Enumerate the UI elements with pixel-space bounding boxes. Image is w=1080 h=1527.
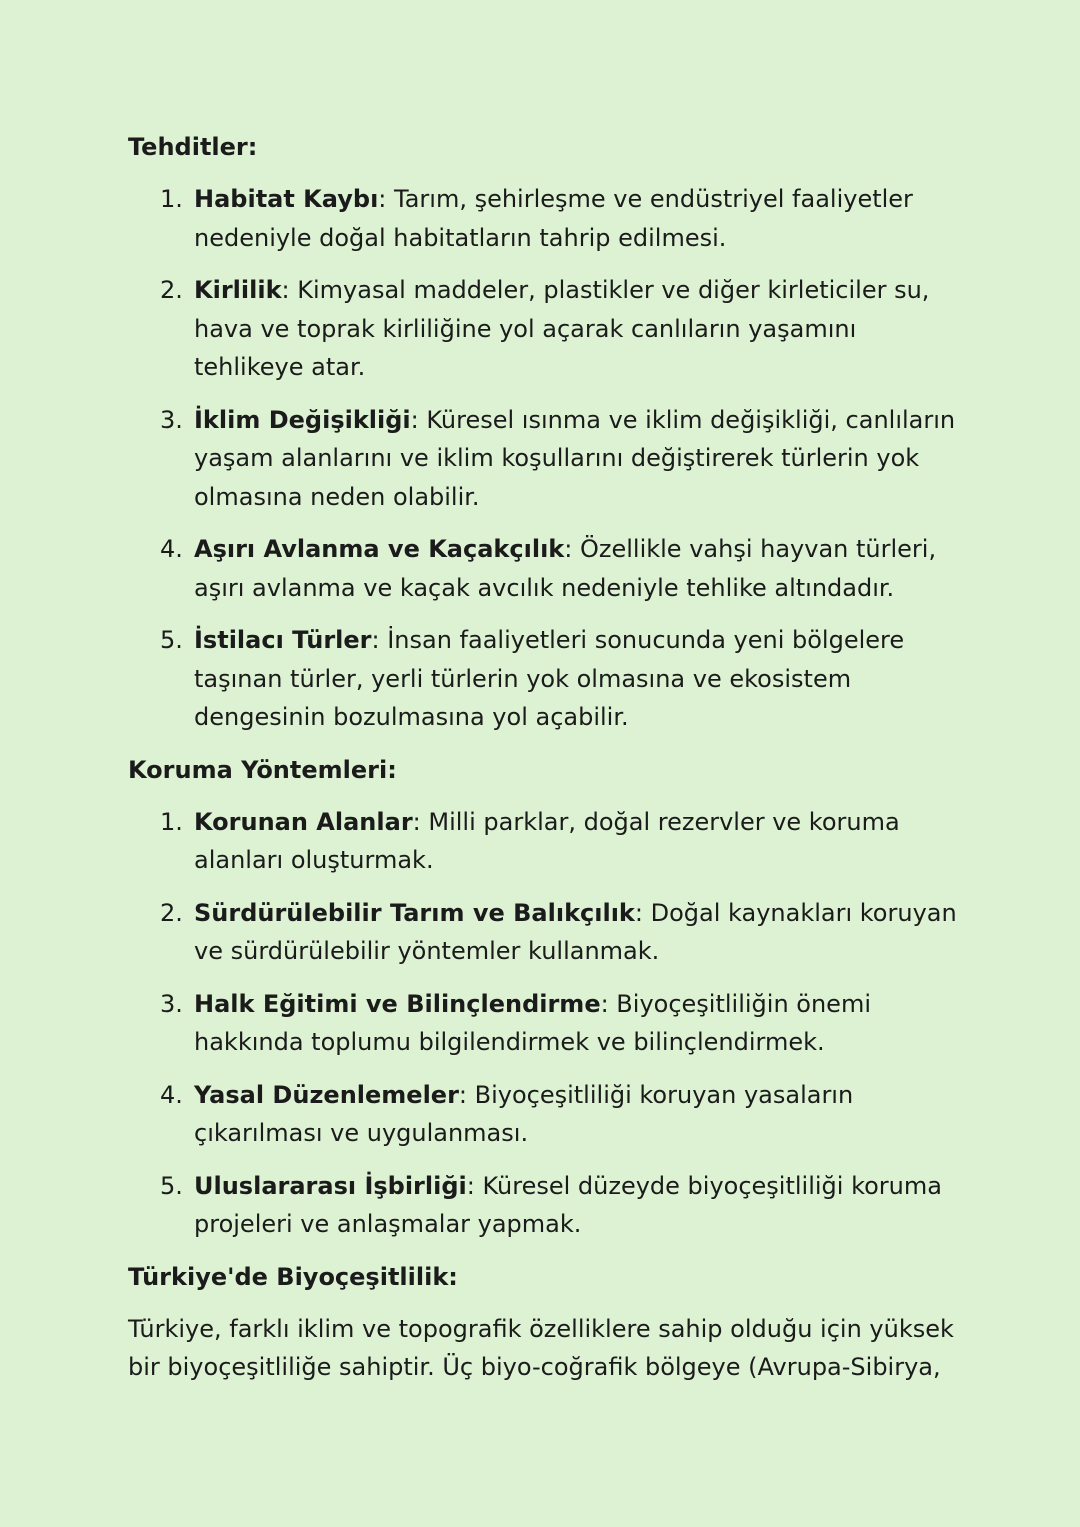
document-page — [128, 128, 958, 1387]
item-text: : Küresel düzeyde biyoçeşitliliği koruma projeleri ve anlaşmalar yapmak. — [194, 1171, 942, 1238]
protection-list — [128, 803, 958, 1244]
item-number: 5. — [160, 626, 183, 654]
item-text: : Küresel ısınma ve iklim değişikliği, canlıların yaşam alanlarını ve iklim koşullarını değiştirerek türlerin yok olmasına neden olabilir. — [194, 405, 956, 511]
list-item — [128, 1167, 958, 1244]
item-term: Sürdürülebilir Tarım ve Balıkçılık — [194, 898, 635, 927]
item-term: Halk Eğitimi ve Bilinçlendirme — [194, 989, 601, 1018]
list-item — [128, 985, 958, 1062]
item-term: Korunan Alanlar — [194, 807, 413, 836]
threats-heading: Tehditler: — [128, 133, 258, 161]
item-text: : Doğal kaynakları koruyan ve sürdürülebilir yöntemler kullanmak. — [194, 898, 957, 965]
item-number: 1. — [160, 807, 183, 836]
item-text: : Özellikle vahşi hayvan türleri, aşırı avlanma ve kaçak avcılık nedeniyle tehlike altındadır. — [194, 535, 937, 602]
item-term: Aşırı Avlanma ve Kaçakçılık — [194, 535, 565, 563]
item-text: : Kimyasal maddeler, plastikler ve diğer kirleticiler su, hava ve toprak kirliliğine yol açarak canlıların yaşamını tehlikeye atar. — [194, 276, 930, 381]
item-term: Kirlilik — [194, 276, 282, 304]
item-number: 5. — [160, 1171, 183, 1200]
item-term: Yasal Düzenlemeler — [194, 1080, 459, 1109]
item-term: Uluslararası İşbirliği — [194, 1171, 467, 1200]
item-text: : Biyoçeşitliliğin önemi hakkında toplumu bilgilendirmek ve bilinçlendirmek. — [194, 989, 871, 1056]
threats-list — [128, 180, 958, 737]
list-item — [128, 1076, 958, 1153]
item-number: 4. — [160, 535, 183, 563]
list-item — [128, 530, 958, 607]
list-item — [128, 894, 958, 971]
list-item — [128, 401, 958, 517]
turkey-heading: Türkiye'de Biyoçeşitlilik: — [128, 1262, 458, 1291]
list-item — [128, 180, 958, 257]
item-term: İstilacı Türler — [194, 626, 372, 654]
list-item — [128, 803, 958, 880]
item-text: : Biyoçeşitliliği koruyan yasaların çıkarılması ve uygulanması. — [194, 1080, 854, 1147]
item-term: İklim Değişikliği — [194, 405, 411, 434]
item-text: : Tarım, şehirleşme ve endüstriyel faaliyetler nedeniyle doğal habitatların tahrip edilmesi. — [194, 185, 913, 252]
item-number: 3. — [160, 405, 183, 434]
item-number: 2. — [160, 898, 183, 927]
item-number: 4. — [160, 1080, 183, 1109]
protection-heading: Koruma Yöntemleri: — [128, 755, 397, 784]
item-text: : Milli parklar, doğal rezervler ve koruma alanları oluşturmak. — [194, 807, 900, 874]
item-number: 1. — [160, 185, 183, 213]
list-item — [128, 621, 958, 737]
item-number: 2. — [160, 276, 183, 304]
item-text: : İnsan faaliyetleri sonucunda yeni bölgelere taşınan türler, yerli türlerin yok olmasına ve ekosistem dengesinin bozulmasına yol açabilir. — [194, 626, 905, 731]
list-item — [128, 271, 958, 387]
item-term: Habitat Kaybı — [194, 185, 379, 213]
item-number: 3. — [160, 989, 183, 1018]
turkey-paragraph: Türkiye, farklı iklim ve topografik özelliklere sahip olduğu için yüksek bir biyoçeşitliliğe sahiptir. Üç biyo-coğrafik bölgeye (Avrupa-Sibirya, — [128, 1314, 954, 1381]
